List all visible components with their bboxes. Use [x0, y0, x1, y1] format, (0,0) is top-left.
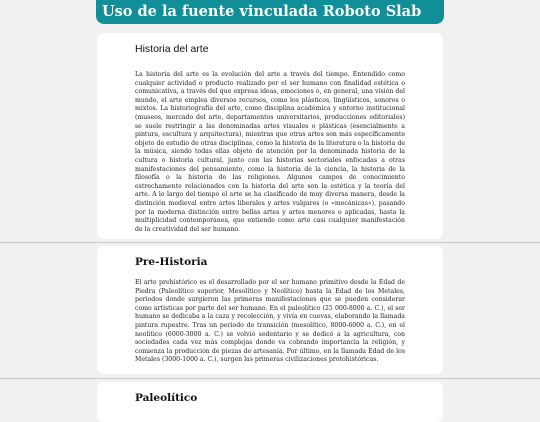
article-card-paleolitico [97, 382, 443, 422]
section-divider [0, 242, 540, 243]
section-divider [0, 378, 540, 379]
page-title: Uso de la fuente vinculada Roboto Slab [102, 3, 422, 20]
page-header [96, 0, 444, 24]
section-heading: Pre-Historia [135, 256, 208, 268]
section-paragraph: El arte prehistórico es el desarrollado por el ser humano primitivo desde la Edad de Piedra (Paleolítico superior, Mesolítico y Neolítico) hasta la Edad de los Metales, periodos donde surgieron las primeras manifestaciones que se pueden considerar como artísticas por parte del ser humano. En el paleolítico (25 000-8000 a. C.), el ser humano se dedicaba a la caza y recolección, y vivía en cuevas, elaborando la llamada pintura rupestre. Tras un periodo de transición (mesolítico, 8000-6000 a. C.), en el neolítico (6000-3000 a. C.) se volvió sedentario y se dedicó a la agricultura, con sociedades cada vez más complejas donde va cobrando importancia la religión, y comienza la producción de piezas de artesanía. Por último, en la llamada Edad de los Metales (3000-1000 a. C.), surgen las primeras civilizaciones protohistóricas. [135, 279, 405, 364]
section-paragraph: La historia del arte es la evolución del arte a través del tiempo. Entendido como cualquier actividad o producto realizado por el ser humano con finalidad estética o comunicativa, a través del que expresa ideas, emociones o, en general, una visión del mundo, el arte emplea diversos recursos, como los plásticos, lingüísticos, sonoros o mixtos. La historiografía del arte, como disciplina académica y entorno institucional (museos, mercado del arte, departamentos universitarios, producciones editoriales) se suele restringir a las denominadas artes visuales o plásticas (esencialmente a pintura, escultura y arquitectura), mientras que otras artes son más específicamente objeto de estudio de otras disciplinas, como la historia de la literatura o la historia de la música, siendo todas ellas objeto de atención por la denominada historia de la cultura o historia cultural, junto con las historias sectoriales enfocadas a otras manifestaciones del pensamiento, como la historia de la ciencia, la historia de la filosofía o la historia de las religiones. Algunos campos de conocimiento estrechamente relacionados con la historia del arte son la estética y la teoría del arte. A lo largo del tiempo el arte se ha clasificado de muy diversa manera, desde la distinción medieval entre artes liberales y artes vulgares (o «mecánicas»), pasando por la moderna distinción entre bellas artes y artes menores o aplicadas, hasta la multiplicidad contemporánea, que entiende como arte casi cualquier manifestación de la creatividad del ser humano. [135, 71, 405, 233]
article-card-pre-historia [97, 246, 443, 374]
article-card-historia-del-arte [97, 33, 443, 239]
section-heading: Paleolítico [135, 392, 198, 404]
section-heading: Historia del arte [135, 43, 209, 55]
